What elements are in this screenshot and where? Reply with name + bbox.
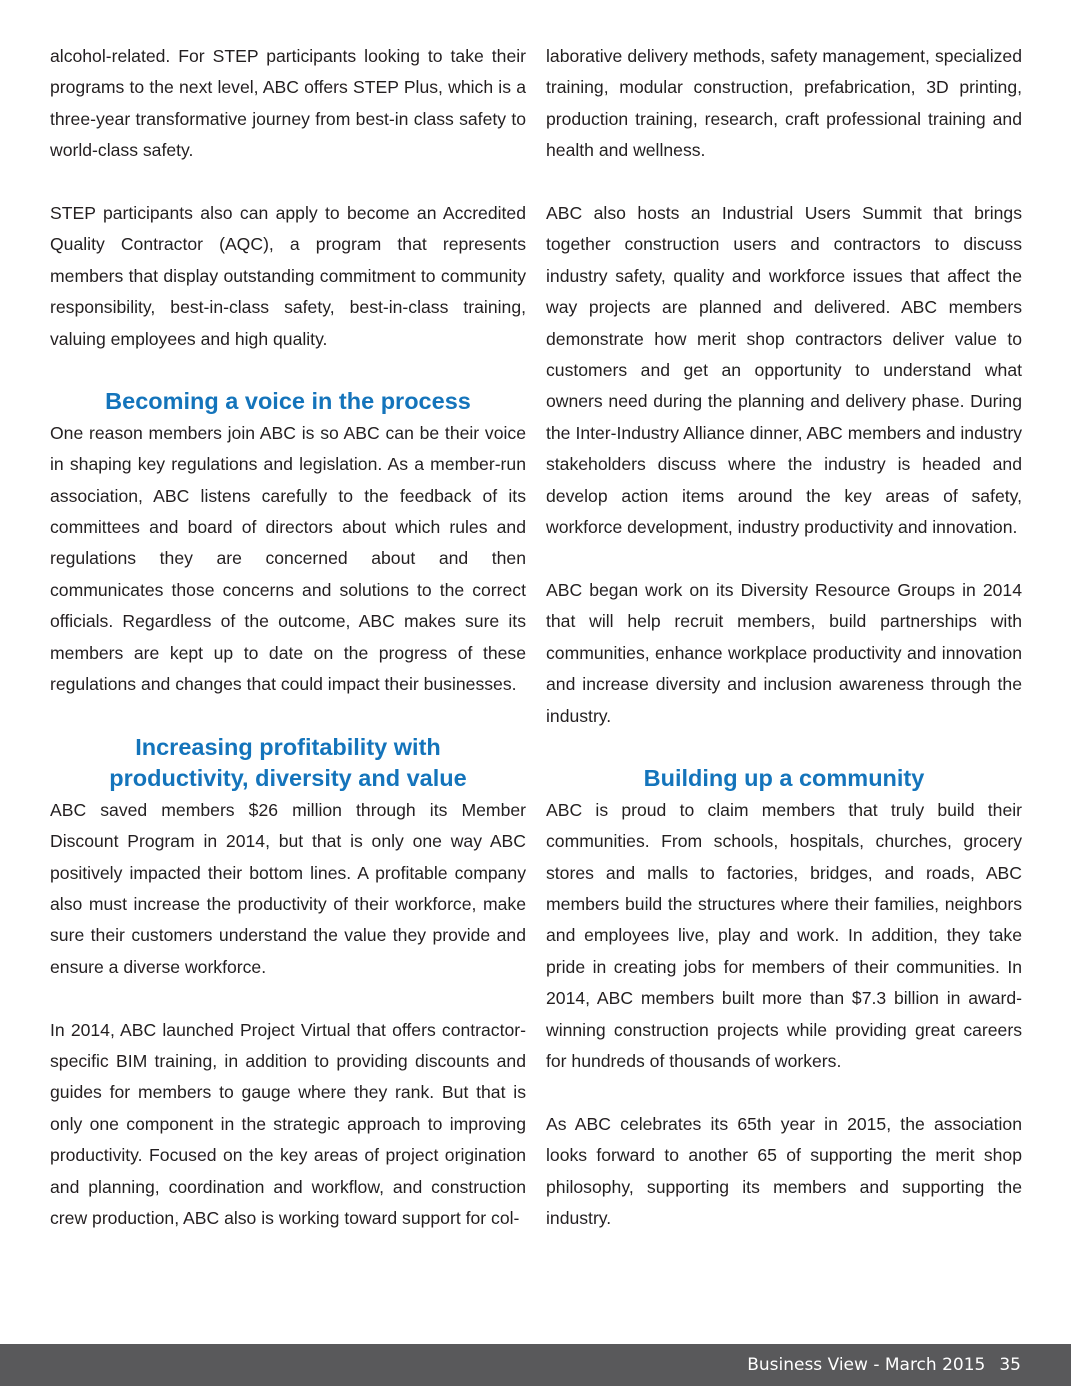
paragraph-project-virtual: In 2014, ABC launched Project Virtual that offers contractor-specific BIM training, in addition to providing discounts and guides for members to gauge where they rank. But that is only one component in the strategic approach to improving productivity. Focused on the key areas of project origination and planning, coordination and workflow, and construction crew production, ABC also is working toward support for col- [50, 1019, 526, 1228]
paragraph-delivery-methods: laborative delivery methods, safety management, specialized training, modular construction, prefabrication, 3D printing, production training, research, craft professional training and health and wellness. [546, 46, 1022, 161]
paragraph-65th-year: As ABC celebrates its 65th year in 2015, the association looks forward to another 65 of supporting the merit shop philosophy, supporting its members and supporting the industry. [546, 1113, 1022, 1228]
paragraph-regulations: One reason members join ABC is so ABC can be their voice in shaping key regulations and legislation. As a member-run association, ABC listens carefully to the feedback of its committees and board of directors about which rules and regulations they are concerned about and then communicates those concerns and solutions to the correct officials. Regardless of the outcome, ABC makes sure its members are kept up to date on the progress of these regulations and changes that could impact their businesses. [50, 422, 526, 695]
heading-profitability: Increasing profitability with productivity, diversity and value [109, 733, 467, 792]
heading-community: Building up a community [643, 765, 925, 792]
paragraph-community: ABC is proud to claim members that truly build their communities. From schools, hospitals, churches, grocery stores and malls to factories, bridges, and roads, ABC members build the structures where their families, neighbors and employees live, play and work. In addition, they take pride in creating jobs for members of their communities. In 2014, ABC members built more than $7.3 billion in award-winning construction projects while providing great careers for hundreds of thousands of workers. [546, 799, 1022, 1071]
paragraph-aqc: STEP participants also can apply to become an Accredited Quality Contractor (AQC), a program that represents members that display outstanding commitment to community responsibility, best-in-class safety, best-in-class training, valuing employees and high quality. [50, 203, 526, 349]
paragraph-industrial-summit: ABC also hosts an Industrial Users Summit that brings together construction users and contractors to discuss industry safety, quality and workforce issues that affect the way projects are planned and delivered. ABC members demonstrate how merit shop contractors deliver value to customers and get an opportunity to understand what owners need during the planning and delivery phase. During the Inter-Industry Alliance dinner, ABC members and industry stakeholders discuss where the industry is headed and develop action items around the key areas of safety, workforce development, industry productivity and innovation. [546, 203, 1022, 538]
paragraph-diversity-groups: ABC began work on its Diversity Resource Groups in 2014 that will help recruit members, build partnerships with communities, enhance workplace productivity and innovation and increase diversity and inclusion awareness through the industry. [546, 579, 1022, 726]
heading-voice-in-process: Becoming a voice in the process [105, 388, 471, 415]
paragraph-member-discount: ABC saved members $26 million through its Member Discount Program in 2014, but that is only one way ABC positively impacted their bottom lines. A profitable company also must increase the productivity of their workforce, make sure their customers understand the value they provide and ensure a diverse workforce. [50, 799, 526, 977]
right-column [546, 41, 1022, 1234]
footer-publication: Business View - March 2015 [747, 1355, 986, 1375]
paragraph-step-plus: alcohol-related. For STEP participants looking to take their programs to the next level, ABC offers STEP Plus, which is a three-year transformative journey from best-in class safety to world-class safety. [50, 46, 526, 161]
page-footer [0, 1344, 1071, 1386]
left-column [50, 41, 526, 1234]
page-number: 35 [999, 1355, 1021, 1375]
